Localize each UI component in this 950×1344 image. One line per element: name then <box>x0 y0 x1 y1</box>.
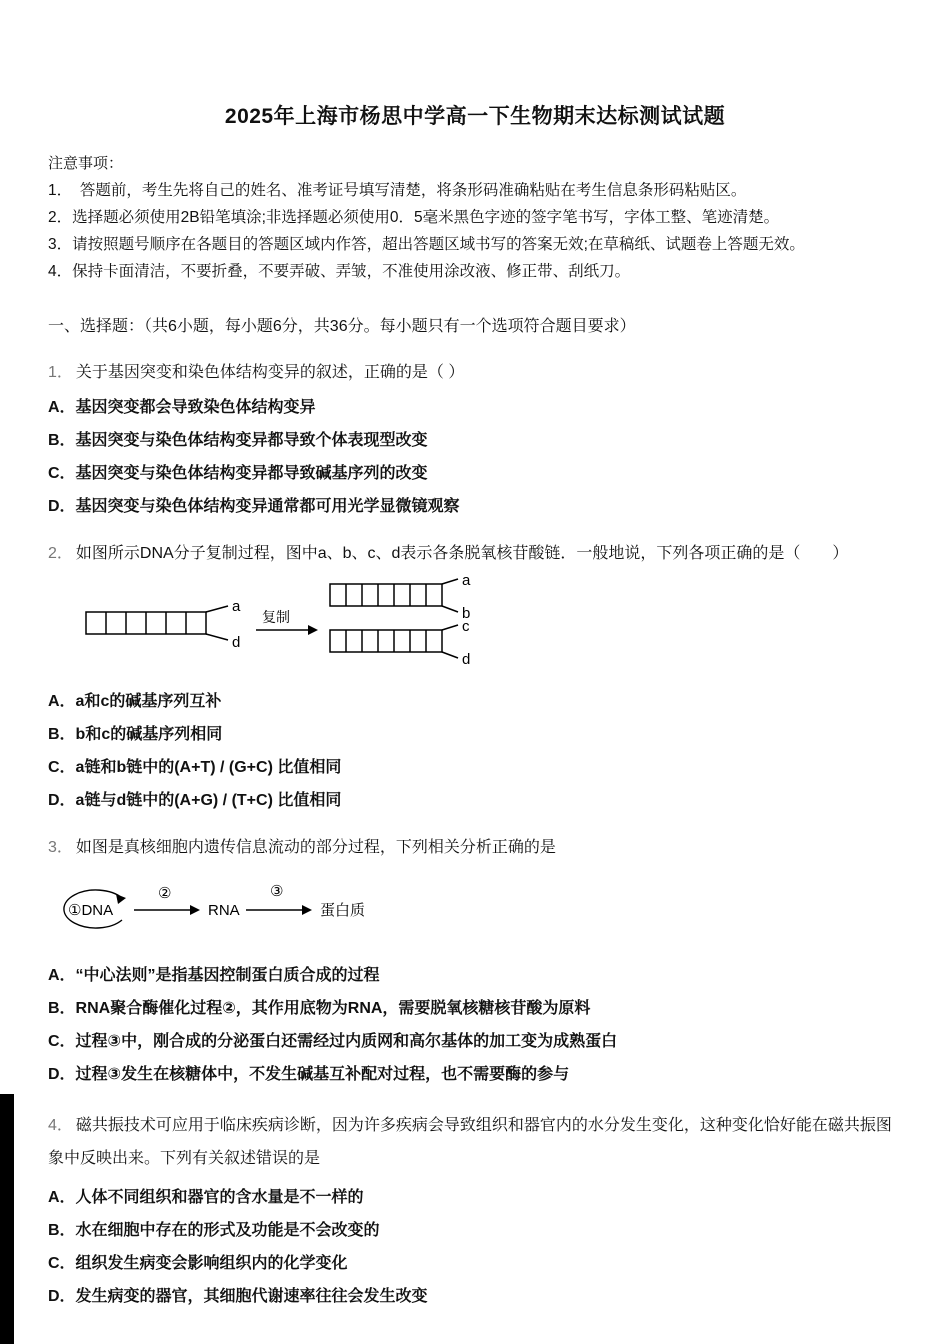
central-dogma-diagram <box>48 868 902 953</box>
question-1-number: 1． <box>48 364 73 381</box>
question-2-option-d: D．a链与d链中的(A+G) / (T+C) 比值相同 <box>48 792 342 809</box>
question-4-option-b: B．水在细胞中存在的形式及功能是不会改变的 <box>48 1222 380 1239</box>
replication-arrow-label: 复制 <box>262 609 290 625</box>
question-1-option-d: D．基因突变与染色体结构变异通常都可用光学显微镜观察 <box>48 498 460 515</box>
strand-label-a-left: a <box>232 598 241 615</box>
question-2-text: 如图所示DNA分子复制过程，图中a、b、c、d表示各条脱氧核苷酸链．一般地说，下列各项正确的是（ ） <box>75 545 849 562</box>
notice-item-4: 4．保持卡面清洁，不要折叠，不要弄破、弄皱，不准使用涂改液、修正带、刮纸刀。 <box>48 263 631 280</box>
question-2 <box>48 541 902 566</box>
question-2-option-c: C．a链和b链中的(A+T) / (G+C) 比值相同 <box>48 759 342 776</box>
strand-label-a: a <box>462 574 471 589</box>
question-4-text: 磁共振技术可应用于临床疾病诊断，因为许多疾病会导致组织和器官内的水分发生变化，这种变化恰好能在磁共振图象中反映出来。下列有关叙述错误的是 <box>48 1117 892 1167</box>
question-4 <box>48 1109 902 1175</box>
rna-label: RNA <box>208 902 240 919</box>
question-4-number: 4． <box>48 1117 73 1134</box>
dna-replication-figure <box>78 574 478 674</box>
question-4-option-d: D．发生病变的器官，其细胞代谢速率往往会发生改变 <box>48 1288 428 1305</box>
strand-label-b: b <box>462 605 471 622</box>
question-2-option-a: A．a和c的碱基序列互补 <box>48 693 222 710</box>
question-4-option-a: A．人体不同组织和器官的含水量是不一样的 <box>48 1189 364 1206</box>
translation-arrowhead <box>302 905 312 915</box>
transcription-arrowhead <box>190 905 200 915</box>
notice-item-2: 2．选择题必须使用2B铅笔填涂;非选择题必须使用0．5毫米黑色字迹的签字笔书写，字体工整、笔迹清楚。 <box>48 209 780 226</box>
strand-label-d2: d <box>462 651 471 668</box>
dna-replication-diagram <box>78 574 902 679</box>
question-3-option-d: D．过程③发生在核糖体中，不发生碱基互补配对过程，也不需要酶的参与 <box>48 1066 570 1083</box>
question-4-option-c: C．组织发生病变会影响组织内的化学变化 <box>48 1255 348 1272</box>
process-3-label: ③ <box>270 883 284 900</box>
question-1-option-b: B．基因突变与染色体结构变异都导致个体表现型改变 <box>48 432 428 449</box>
notice-header: 注意事项： <box>48 155 124 172</box>
dna-label: ①DNA <box>68 902 114 919</box>
process-2-label: ② <box>158 885 172 902</box>
question-3-number: 3． <box>48 839 73 856</box>
question-3-option-b: B．RNA聚合酶催化过程②，其作用底物为RNA，需要脱氧核糖核苷酸为原料 <box>48 1000 591 1017</box>
replication-arrowhead <box>308 625 318 635</box>
dna-loop-arrowhead <box>116 894 126 904</box>
question-3-option-a: A．“中心法则”是指基因控制蛋白质合成的过程 <box>48 967 380 984</box>
question-1-option-a: A．基因突变都会导致染色体结构变异 <box>48 399 316 416</box>
central-dogma-figure <box>48 868 388 948</box>
question-3-option-c: C．过程③中，刚合成的分泌蛋白还需经过内质网和高尔基体的加工变为成熟蛋白 <box>48 1033 618 1050</box>
question-1-option-c: C．基因突变与染色体结构变异都导致碱基序列的改变 <box>48 465 428 482</box>
question-3 <box>48 835 902 860</box>
scan-artifact-bar <box>0 1094 14 1344</box>
notice-item-1: 1． 答题前，考生先将自己的姓名、准考证号填写清楚，将条形码准确粘贴在考生信息条形码粘贴区。 <box>48 182 747 199</box>
question-1 <box>48 360 902 385</box>
strand-label-c: c <box>462 618 470 635</box>
section-header: 一、选择题：（共6小题，每小题6分，共36分。每小题只有一个选项符合题目要求） <box>48 318 636 335</box>
strand-label-d-left: d <box>232 634 241 651</box>
question-2-number: 2． <box>48 545 73 562</box>
question-1-text: 关于基因突变和染色体结构变异的叙述，正确的是（ ） <box>75 364 465 381</box>
exam-title: 2025年上海市杨思中学高一下生物期末达标测试试题 <box>224 105 726 128</box>
notice-item-3: 3．请按照题号顺序在各题目的答题区域内作答，超出答题区域书写的答案无效;在草稿纸、试题卷上答题无效。 <box>48 236 805 253</box>
protein-label: 蛋白质 <box>320 902 366 919</box>
question-3-text: 如图是真核细胞内遗传信息流动的部分过程，下列相关分析正确的是 <box>75 839 556 856</box>
question-2-option-b: B．b和c的碱基序列相同 <box>48 726 223 743</box>
